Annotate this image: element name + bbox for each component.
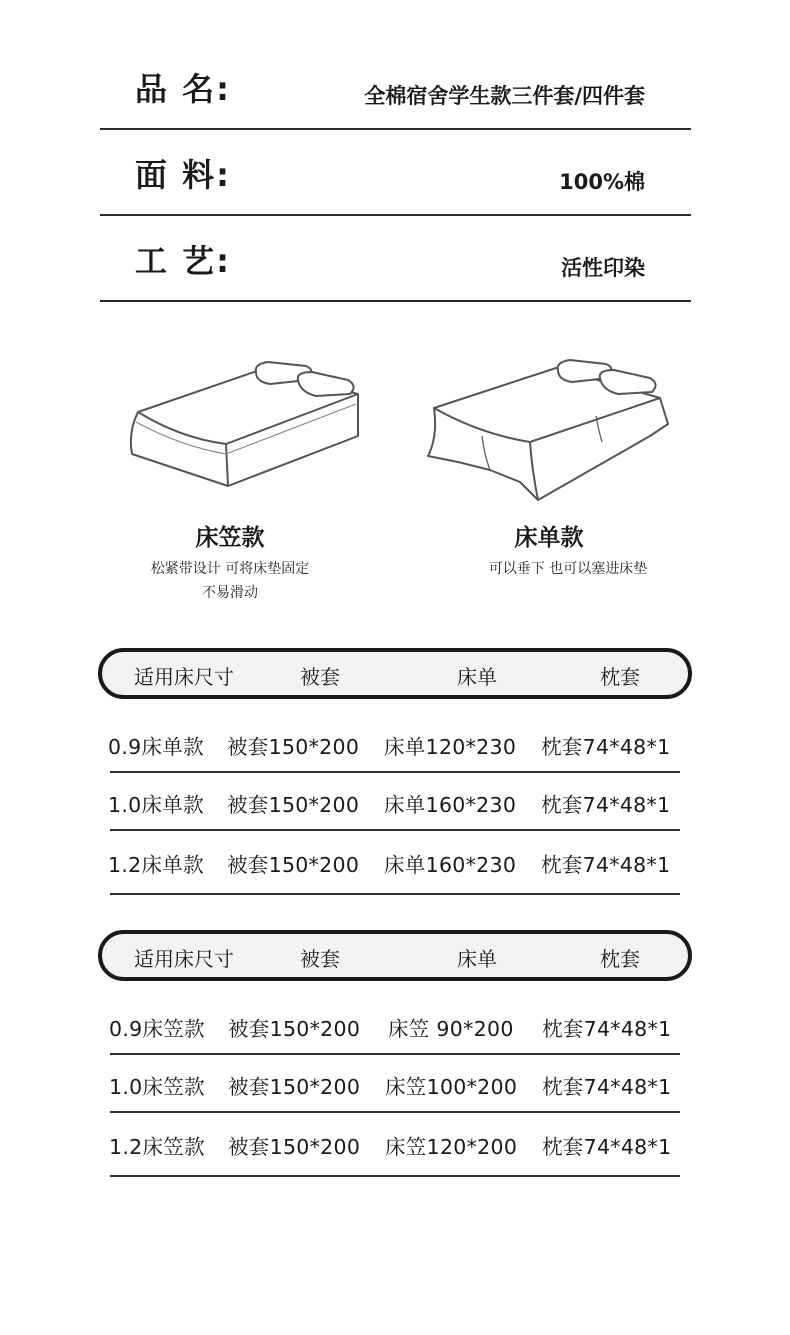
- spec-label-fabric: 面 料:: [135, 156, 231, 194]
- spec-row-craft: [100, 214, 691, 302]
- spec-value-name: 全棉宿舍学生款三件套/四件套: [364, 84, 645, 108]
- cell-sheet: 床笠 90*200: [388, 1017, 514, 1041]
- header-sheet: 床单: [457, 947, 497, 971]
- flat-bed-illustration: [420, 350, 680, 505]
- spec-row-name: [100, 42, 691, 130]
- cell-sheet: 床单160*230: [384, 793, 517, 817]
- cell-size: 0.9床笠款: [109, 1017, 205, 1041]
- flat-table-header: [98, 648, 692, 699]
- spec-label-craft: 工 艺:: [135, 242, 231, 280]
- cell-size: 0.9床单款: [108, 735, 204, 759]
- cell-pillowcase: 枕套74*48*1: [541, 793, 671, 817]
- table-row: [110, 1053, 680, 1113]
- fitted-style-title: 床笠款: [195, 525, 265, 551]
- flat-desc-line1: 可以垂下 也可以塞进床垫: [488, 561, 648, 577]
- header-pillowcase: 枕套: [600, 665, 640, 689]
- cell-size: 1.0床笠款: [109, 1075, 205, 1099]
- cell-sheet: 床单120*230: [384, 735, 517, 759]
- flat-style-title: 床单款: [514, 525, 584, 551]
- fitted-bed-illustration: [120, 350, 370, 500]
- cell-duvet: 被套150*200: [227, 793, 360, 817]
- fitted-style-desc: [100, 557, 360, 605]
- fitted-table-header: [98, 930, 692, 981]
- spec-row-fabric: [100, 128, 691, 216]
- cell-pillowcase: 枕套74*48*1: [542, 1075, 672, 1099]
- spec-value-craft: 活性印染: [561, 256, 645, 280]
- cell-sheet: 床笠120*200: [385, 1135, 518, 1159]
- cell-duvet: 被套150*200: [227, 853, 360, 877]
- header-pillowcase: 枕套: [600, 947, 640, 971]
- header-bed-size: 适用床尺寸: [134, 665, 234, 689]
- cell-pillowcase: 枕套74*48*1: [541, 735, 671, 759]
- header-sheet: 床单: [457, 665, 497, 689]
- table-row: [110, 713, 680, 773]
- table-row: [110, 1111, 680, 1177]
- cell-pillowcase: 枕套74*48*1: [542, 1017, 672, 1041]
- cell-duvet: 被套150*200: [227, 735, 360, 759]
- cell-size: 1.2床笠款: [109, 1135, 205, 1159]
- table-row: [110, 829, 680, 895]
- cell-duvet: 被套150*200: [228, 1075, 361, 1099]
- header-duvet: 被套: [300, 947, 340, 971]
- cell-sheet: 床笠100*200: [385, 1075, 518, 1099]
- header-duvet: 被套: [300, 665, 340, 689]
- flat-style-desc: [438, 557, 698, 581]
- spec-label-name: 品 名:: [135, 70, 231, 108]
- table-row: [110, 771, 680, 831]
- cell-duvet: 被套150*200: [228, 1135, 361, 1159]
- cell-duvet: 被套150*200: [228, 1017, 361, 1041]
- cell-size: 1.2床单款: [108, 853, 204, 877]
- table-row: [110, 995, 680, 1055]
- fitted-desc-line1: 松紧带设计 可将床垫固定: [150, 561, 310, 577]
- cell-sheet: 床单160*230: [384, 853, 517, 877]
- header-bed-size: 适用床尺寸: [134, 947, 234, 971]
- cell-pillowcase: 枕套74*48*1: [541, 853, 671, 877]
- spec-value-fabric: 100%棉: [559, 170, 645, 194]
- fitted-desc-line2: 不易滑动: [202, 585, 258, 601]
- cell-size: 1.0床单款: [108, 793, 204, 817]
- cell-pillowcase: 枕套74*48*1: [542, 1135, 672, 1159]
